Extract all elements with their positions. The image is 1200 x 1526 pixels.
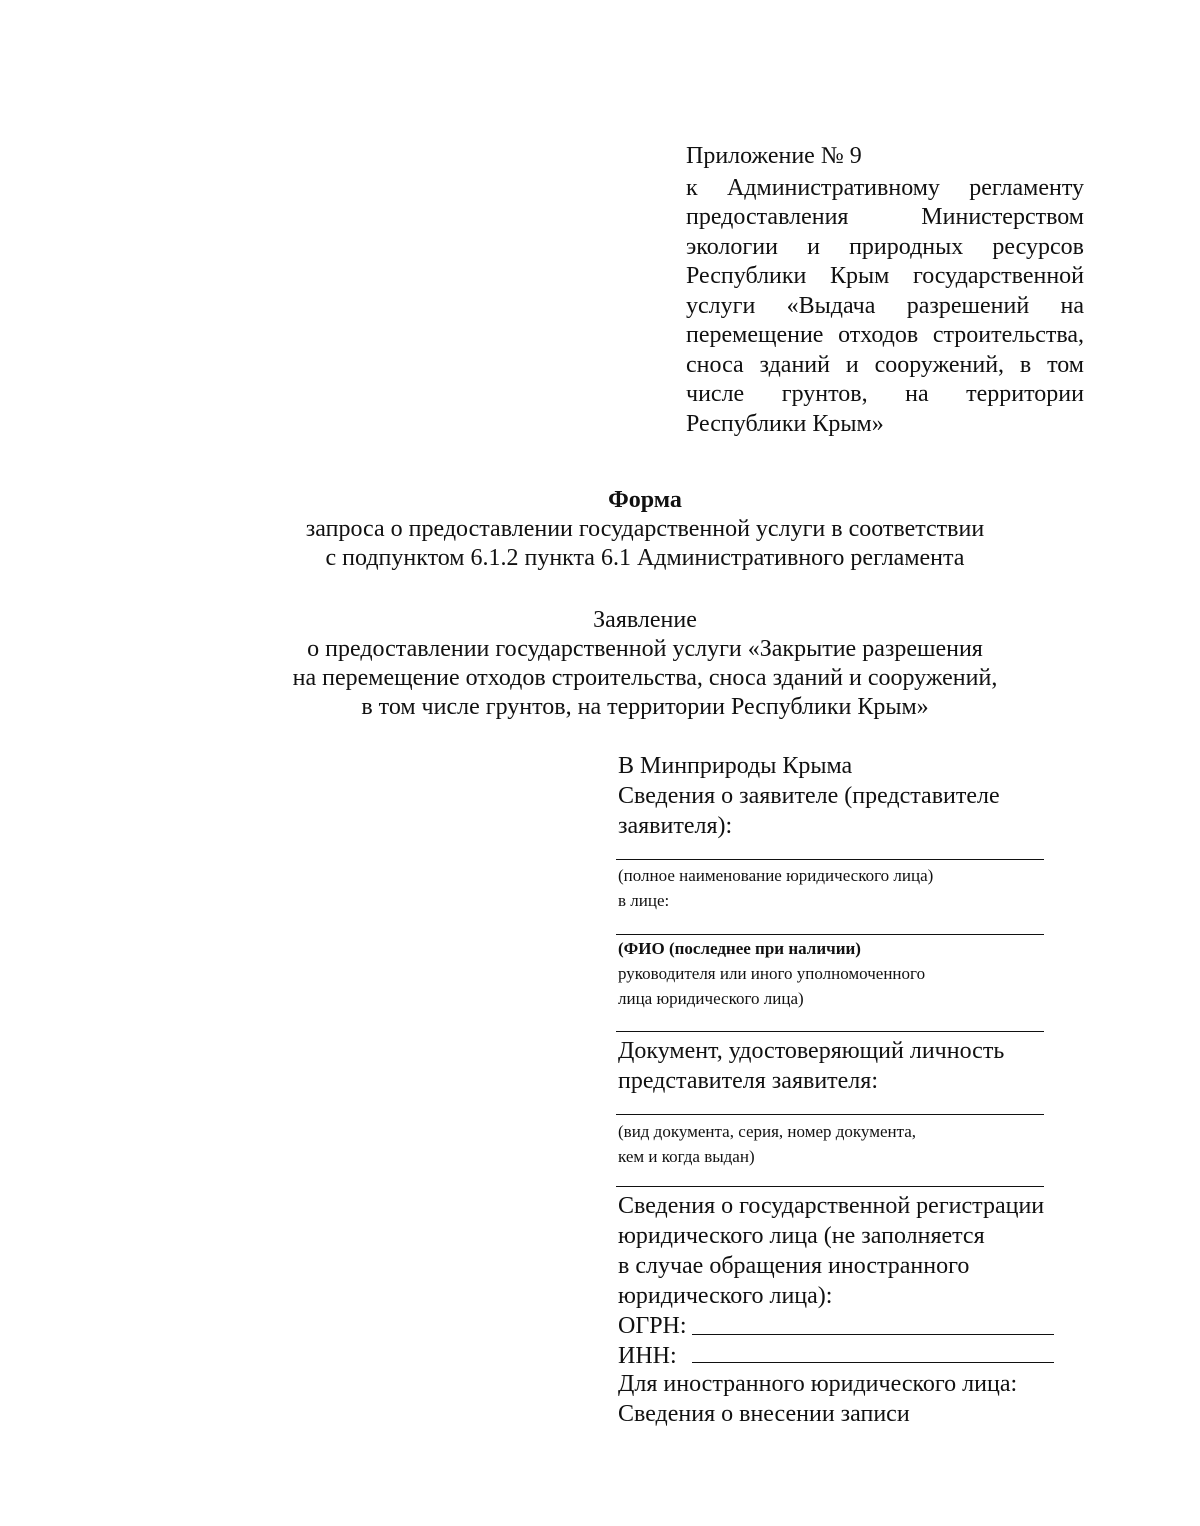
identity-document-label: Документ, удостоверяющий личность bbox=[618, 1038, 1005, 1064]
fio-hint: лица юридического лица) bbox=[618, 989, 804, 1008]
signatory-field-line bbox=[616, 1031, 1044, 1032]
identity-document-label: представителя заявителя: bbox=[618, 1068, 878, 1094]
application-subtitle-line: на перемещение отходов строительства, сноса зданий и сооружений, bbox=[292, 665, 998, 691]
registration-info-line: юридического лица): bbox=[618, 1283, 833, 1309]
appendix-text: к Административному регламенту предоставления Министерством экологии и природных ресурсов Республики Крым государственной услуги «Выдача разрешений на перемещение отходов строительства, сноса зданий и сооружений, в том числе грунтов, на территории Республики Крым» bbox=[686, 174, 1084, 437]
registration-info-line: Сведения о государственной регистрации bbox=[618, 1193, 1045, 1219]
identity-document-hint: кем и когда выдан) bbox=[618, 1147, 755, 1166]
appendix-number: Приложение № 9 bbox=[686, 143, 862, 169]
applicant-info-line: заявителя): bbox=[618, 813, 733, 839]
form-subtitle-line: запроса о предоставлении государственной услуги в соответствии bbox=[305, 516, 985, 542]
fio-hint: руководителя или иного уполномоченного bbox=[618, 964, 926, 983]
identity-document-hint: (вид документа, серия, номер документа, bbox=[618, 1122, 917, 1141]
application-title: Заявление bbox=[593, 607, 697, 633]
form-title: Форма bbox=[608, 487, 682, 513]
in-person-label: в лице: bbox=[618, 891, 670, 910]
fio-field-line bbox=[616, 934, 1044, 935]
application-subtitle-line: в том числе грунтов, на территории Республики Крым» bbox=[361, 694, 929, 720]
issued-field-line bbox=[616, 1186, 1044, 1187]
foreign-entity-label: Сведения о внесении записи bbox=[618, 1401, 910, 1427]
ogrn-label: ОГРН: bbox=[618, 1313, 687, 1339]
addressee: В Минприроды Крыма bbox=[618, 753, 853, 779]
inn-label: ИНН: bbox=[618, 1343, 677, 1369]
identity-document-field-line bbox=[616, 1114, 1044, 1115]
registration-info-line: юридического лица (не заполняется bbox=[618, 1223, 985, 1249]
legal-name-field-line bbox=[616, 859, 1044, 860]
ogrn-field-line bbox=[692, 1334, 1054, 1335]
form-subtitle-line: с подпунктом 6.1.2 пункта 6.1 Административного регламента bbox=[325, 545, 965, 571]
fio-hint: (ФИО (последнее при наличии) bbox=[618, 939, 861, 958]
application-subtitle-line: о предоставлении государственной услуги «Закрытие разрешения bbox=[307, 636, 983, 662]
applicant-info-line: Сведения о заявителе (представителе bbox=[618, 783, 1000, 809]
foreign-entity-label: Для иностранного юридического лица: bbox=[618, 1371, 1018, 1397]
application-heading bbox=[245, 606, 1045, 722]
form-heading bbox=[245, 486, 1045, 573]
inn-field-line bbox=[692, 1362, 1054, 1363]
registration-info-line: в случае обращения иностранного bbox=[618, 1253, 970, 1279]
appendix-block bbox=[686, 142, 1084, 439]
legal-name-hint: (полное наименование юридического лица) bbox=[618, 866, 934, 885]
